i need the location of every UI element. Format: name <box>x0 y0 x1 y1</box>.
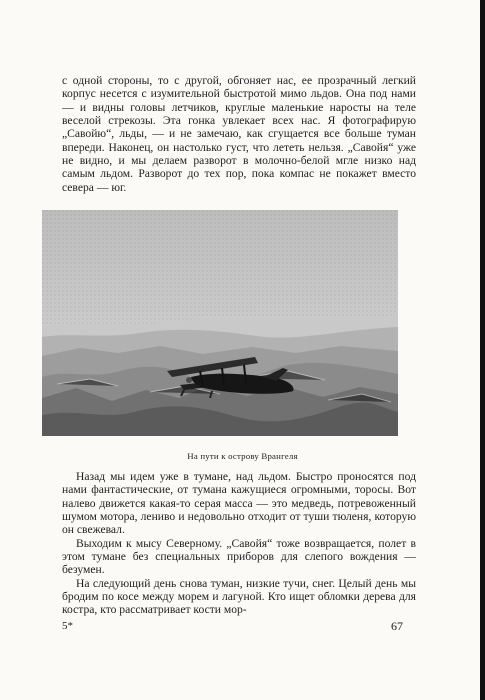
photo-figure <box>42 210 398 436</box>
paragraph: На следующий день снова туман, низкие тучи, снег. Целый день мы бродим по косе между морем и лагуной. Кто ищет обломки дерева для костра, кто рассматривает кости мор- <box>62 576 416 617</box>
paragraph: Назад мы идем уже в тумане, над льдом. Быстро проносятся под нами фантастические, от тумана кажущиеся огромными, торосы. Вот налево движется какая-то серая масса — это медведь, потревоженный шумом мотора, лениво и недовольно отходит от туши тюленя, которую он свежевал. <box>62 470 416 537</box>
paragraph: Выходим к мысу Северному. „Савойя“ тоже возвращается, полет в этом тумане без специальных приборов для слепого вождения — безумен. <box>62 536 416 577</box>
page-edge-shadow <box>480 0 485 700</box>
bottom-text-block <box>62 470 416 617</box>
top-text-block <box>62 74 416 194</box>
paragraph: с одной стороны, то с другой, обгоняет нас, ее прозрачный легкий корпус несется с изумительной быстротой мимо льдов. Она под нами — и видны головы летчиков, круглые маленькие наросты на теле веселой стрекозы. Эта гонка увлекает всех нас. Я фотографирую „Савойю“, льды, — и не замечаю, как сгущается все больше туман впереди. Наконец, он настолько густ, что лететь нельзя. „Савойя“ уже не видно, и мы делаем разворот в молочно-белой мгле низко над самым льдом. Разворот до тех пор, пока компас не покажет вместо севера — юг. <box>62 74 416 194</box>
page-number: 67 <box>391 619 403 633</box>
arctic-flight-photo <box>42 210 398 436</box>
signature-mark: 5* <box>62 620 73 632</box>
figure-caption: На пути к острову Врангеля <box>187 451 298 461</box>
